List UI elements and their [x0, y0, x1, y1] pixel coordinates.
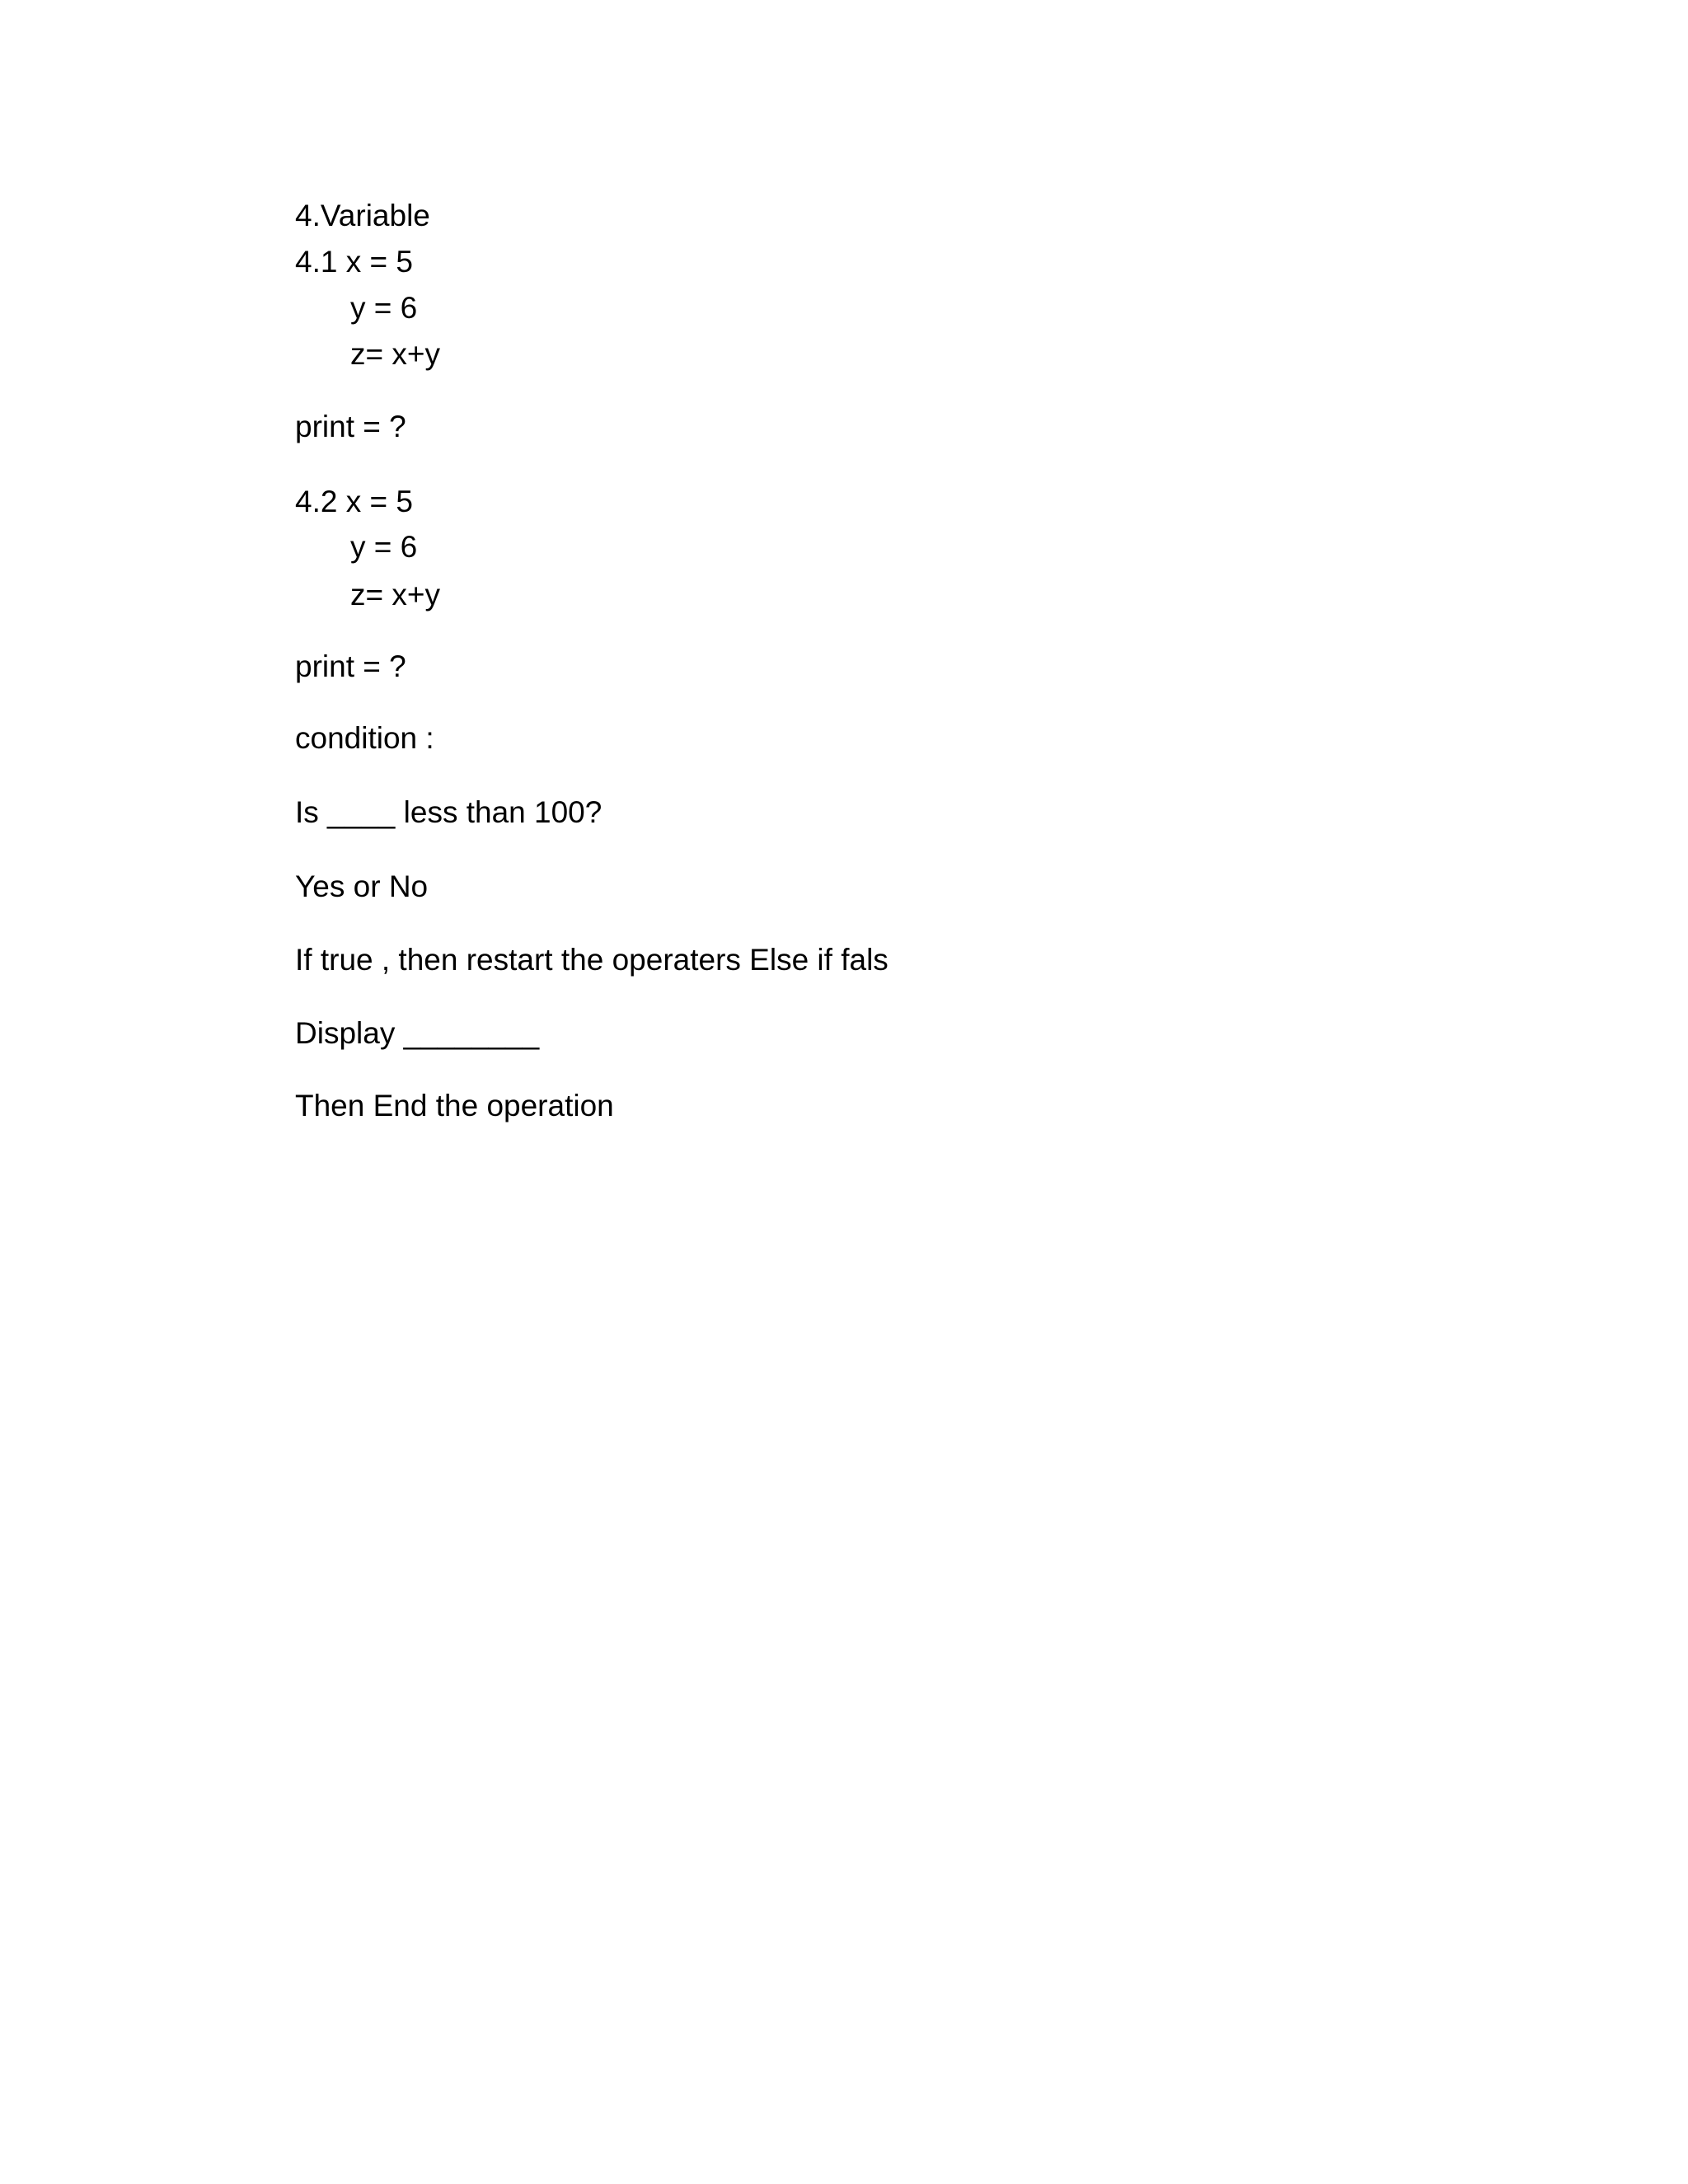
block-4-2-z-line: z= x+y	[350, 578, 440, 612]
display-line: Display ________	[295, 1016, 540, 1050]
block-4-1-print-line: print = ?	[295, 410, 406, 443]
block-4-1-x-line: 4.1 x = 5	[295, 245, 413, 279]
end-line: Then End the operation	[295, 1089, 614, 1122]
block-4-1-z-line: z= x+y	[350, 337, 440, 371]
block-4-2-y-line: y = 6	[350, 530, 418, 564]
block-4-1-y-line: y = 6	[350, 291, 418, 325]
question-line: Is ____ less than 100?	[295, 795, 603, 829]
answer-options-line: Yes or No	[295, 869, 429, 903]
if-true-line: If true , then restart the operaters Else if fals	[295, 943, 889, 977]
block-4-2-print-line: print = ?	[295, 649, 406, 683]
section-title: 4.Variable	[295, 199, 430, 232]
block-4-2-x-line: 4.2 x = 5	[295, 485, 413, 518]
condition-label: condition :	[295, 721, 434, 755]
